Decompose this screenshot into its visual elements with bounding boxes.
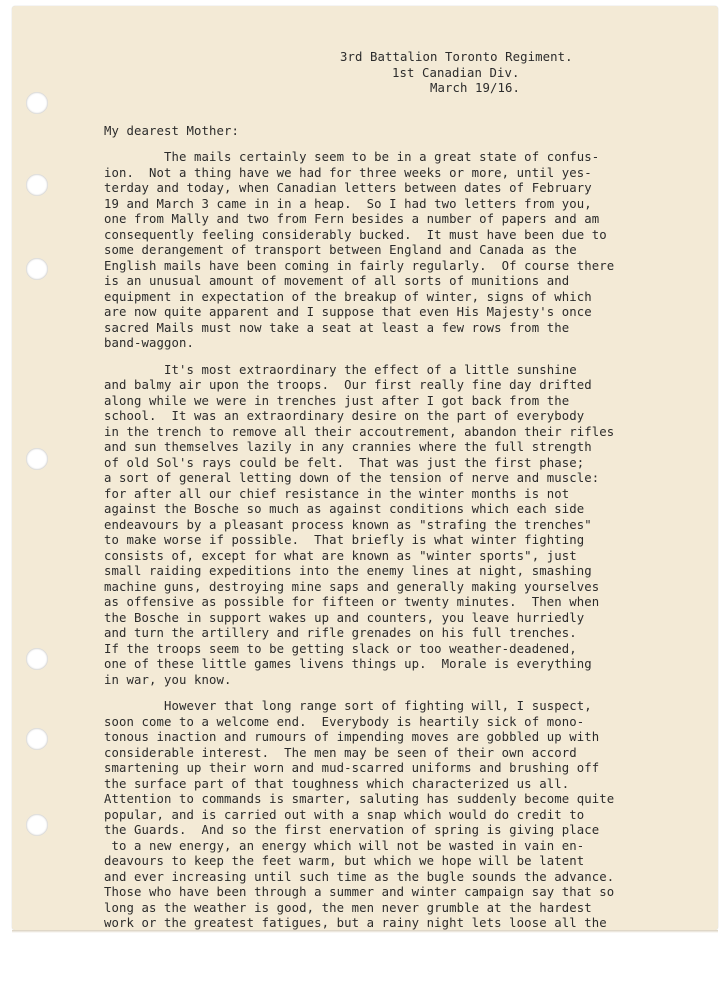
text-line: Those who have been through a summer and winter campaign say that so — [104, 885, 615, 899]
heading-battalion: 3rd Battalion Toronto Regiment. — [340, 50, 573, 64]
punch-hole — [26, 258, 48, 280]
text-line: along while we were in trenches just after I got back from the — [104, 393, 570, 408]
punch-hole — [26, 728, 48, 750]
text-line: one from Mally and two from Fern besides a number of papers and am — [104, 212, 600, 226]
text-line: against the Bosche so much as against conditions which each side — [104, 502, 585, 516]
page-shadow — [12, 930, 718, 933]
text-line: tonous inaction and rumours of impending moves are gobbled up with — [104, 730, 600, 744]
text-line: considerable interest. The men may be seen of their own accord — [104, 745, 577, 760]
text-line: popular, and is carried out with a snap which would do credit to — [104, 807, 585, 822]
text-line: to make worse if possible. That briefly is what winter fighting — [104, 533, 585, 547]
text-line: 19 and March 3 came in in a heap. So I had two letters from you, — [104, 196, 592, 211]
text-line: consequently feeling considerably bucked. It must have been due to — [104, 227, 607, 242]
text-line: some derangement of transport between England and Canada as the — [104, 243, 577, 257]
text-line: the Bosche in support wakes up and counters, you leave hurriedly — [104, 610, 585, 625]
text-line: The mails certainly seem to be in a great state of confus- — [104, 150, 600, 164]
text-line: is an unusual amount of movement of all sorts of munitions and — [104, 274, 570, 288]
text-line: Attention to commands is smarter, saluting has suddenly become quite — [104, 792, 615, 806]
text-line: band-waggon. — [104, 336, 195, 350]
text-line: ion. Not a thing have we had for three weeks or more, until yes- — [104, 165, 592, 180]
text-line: of old Sol's rays could be felt. That was just the first phase; — [104, 455, 585, 470]
punch-hole — [26, 648, 48, 670]
paragraph — [104, 363, 704, 689]
salutation: My dearest Mother: — [104, 124, 240, 138]
text-line: for after all our chief resistance in the winter months is not — [104, 486, 570, 501]
text-line: the Guards. And so the first enervation of spring is giving place — [104, 823, 600, 837]
text-line: one of these little games livens things up. Morale is everything — [104, 657, 592, 671]
text-line: long as the weather is good, the men never grumble at the hardest — [104, 900, 592, 915]
letter-page — [12, 6, 718, 930]
text-line: are now quite apparent and I suppose that even His Majesty's once — [104, 305, 592, 319]
text-line: school. It was an extraordinary desire on the part of everybody — [104, 409, 585, 423]
paragraph — [104, 150, 704, 352]
text-line: It's most extraordinary the effect of a little sunshine — [104, 362, 577, 377]
punch-hole — [26, 174, 48, 196]
text-line: and turn the artillery and rifle grenades on his full trenches. — [104, 626, 577, 640]
text-line: small raiding expeditions into the enemy lines at night, smashing — [104, 564, 592, 578]
heading-date: March 19/16. — [430, 81, 521, 95]
text-line: deavours to keep the feet warm, but which we hope will be latent — [104, 854, 585, 868]
punch-hole — [26, 92, 48, 114]
text-line: consists of, except for what are known as "winter sports", just — [104, 548, 577, 563]
text-line: sacred Mails must now take a seat at least a few rows from the — [104, 320, 570, 335]
text-line: However that long range sort of fighting will, I suspect, — [104, 699, 592, 713]
text-line: terday and today, when Canadian letters between dates of February — [104, 181, 592, 195]
text-line: in war, you know. — [104, 672, 232, 687]
heading-division: 1st Canadian Div. — [392, 65, 520, 80]
text-line: in the trench to remove all their accoutrement, abandon their rifles — [104, 424, 615, 439]
text-line: and sun themselves lazily in any crannies where the full strength — [104, 440, 592, 454]
text-line: soon come to a welcome end. Everybody is heartily sick of mono- — [104, 714, 585, 729]
text-line: machine guns, destroying mine saps and generally making yourselves — [104, 579, 600, 594]
text-line: and balmy air upon the troops. Our first really fine day drifted — [104, 378, 592, 392]
text-line: and ever increasing until such time as the bugle sounds the advance. — [104, 869, 615, 884]
text-line: as offensive as possible for fifteen or twenty minutes. Then when — [104, 595, 600, 609]
text-line: a sort of general letting down of the tension of nerve and muscle: — [104, 471, 600, 485]
paragraph — [104, 699, 704, 930]
punch-hole — [26, 448, 48, 470]
text-line: equipment in expectation of the breakup of winter, signs of which — [104, 289, 592, 304]
punch-hole — [26, 814, 48, 836]
text-line: smartening up their worn and mud-scarred uniforms and brushing off — [104, 761, 600, 775]
letter-body — [104, 150, 704, 930]
text-line: If the troops seem to be getting slack or too weather-deadened, — [104, 641, 577, 656]
text-line: to a new energy, an energy which will not be wasted in vain en- — [104, 838, 585, 853]
text-line: the surface part of that toughness which characterized us all. — [104, 776, 570, 791]
text-line: English mails have been coming in fairly regularly. Of course there — [104, 258, 615, 273]
letter-heading — [340, 50, 573, 97]
text-line: work or the greatest fatigues, but a rainy night lets loose all the — [104, 916, 607, 930]
text-line: endeavours by a pleasant process known as "strafing the trenches" — [104, 517, 592, 532]
